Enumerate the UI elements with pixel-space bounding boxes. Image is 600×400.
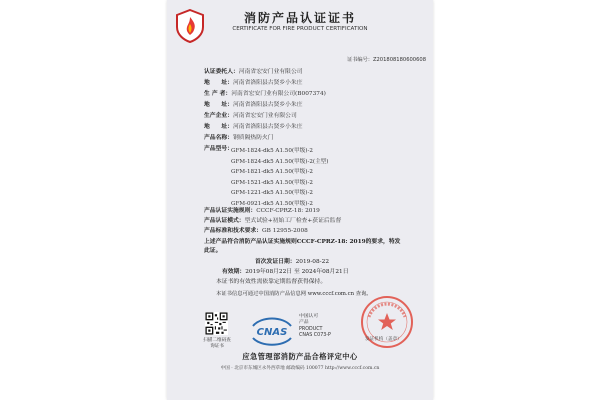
field-label: 地 址：: [204, 124, 233, 130]
field-label: 产品名称：: [204, 135, 233, 141]
statement: [204, 238, 404, 256]
field-value: 河南省宏安门业有限公司: [238, 69, 303, 75]
validity-start: 2019年08月22日: [245, 269, 293, 275]
field-address-1: [204, 80, 303, 87]
field-label: 地 址：: [204, 102, 233, 108]
cnas-logo-icon: [251, 314, 293, 348]
model-item: GFM-1521-dk5 A1.50(甲级)-2: [231, 179, 313, 186]
validity-label: 有效期：: [222, 269, 246, 275]
field-label: 认证委托人：: [204, 69, 239, 75]
certificate-title: 消防产品认证证书: [243, 11, 356, 25]
model-item: GFM-1221-dk5 A1.50(甲级)-2: [231, 190, 313, 197]
certificate-subtitle: CERTIFICATE FOR FIRE PRODUCT CERTIFICATION: [232, 26, 368, 32]
field-rules: [204, 208, 320, 215]
cnas-text-line: CNAS C073-P: [299, 333, 331, 339]
issuer-name: 应急管理部消防产品合格评定中心: [242, 352, 358, 361]
field-value: 河南省洛阳县古贤乡小朱庄: [233, 124, 303, 130]
field-value: 河南省宏安门业有限公司: [233, 113, 297, 119]
model-list: [231, 146, 328, 210]
certificate-number: 证书编号：Z201808180600608: [347, 57, 426, 63]
field-label: 产品认证模式：: [204, 218, 245, 224]
certificate: [167, 0, 433, 400]
model-item: GFM-1824-dk5 A1.50(甲级)-2(主型): [231, 158, 329, 165]
model-item: GFM-0921-dk5 A1.50(甲级)-2: [231, 200, 313, 207]
note-validity: 本证书的有效性需依靠定期监督获得保持。: [216, 279, 327, 285]
validity-mid: 至: [293, 269, 300, 275]
seal-caption: 发证机构（盖章）: [365, 337, 402, 342]
first-issue-label: 首次发证日期：: [255, 259, 296, 265]
field-value: CCCF-CPRZ-18: 2019: [256, 208, 320, 214]
first-issue-date: [255, 256, 329, 265]
field-value: 钢质隔热防火门: [233, 135, 274, 141]
field-address-3: [204, 124, 303, 131]
field-standard: [204, 228, 308, 235]
field-label: 产品认证实施规则：: [204, 208, 257, 214]
models-label-row: [204, 146, 233, 153]
issuer-address: 中国 · 北京市东城区永外西草地 邮政编码 100077 http://www.cccf.com.cn: [220, 366, 380, 371]
field-value: GB 12955-2008: [261, 228, 308, 234]
validity-period: [222, 266, 349, 275]
field-mode: [204, 218, 341, 225]
field-value: 河南省洛阳县古贤乡小朱庄: [233, 80, 303, 86]
model-item: GFM-1824-dk5 A1.50(甲级)-2: [231, 148, 313, 154]
model-item: GFM-1821-dk5 A1.50(甲级)-2: [231, 169, 313, 176]
cnas-text-line: 产品: [299, 320, 309, 326]
cnas-text-line: PRODUCT: [299, 326, 323, 332]
field-label: 地 址：: [204, 80, 233, 86]
field-value: 河南省宏安门业有限公司(B007374): [231, 91, 326, 97]
field-producer: [204, 91, 326, 98]
validity-end: 2024年08月21日: [301, 269, 349, 275]
cnas-text: [299, 314, 331, 340]
cnas-mark: CNAS: [256, 327, 288, 338]
models-label: 产品型号：: [204, 146, 233, 152]
field-entrust: [204, 69, 303, 76]
field-label: 生 产 者：: [204, 91, 232, 97]
note-query: 本证书信息可通过中国消防产品信息网 www.cccf.com.cn 查询。: [216, 291, 372, 297]
field-value: 河南省洛阳县古贤乡小朱庄: [233, 102, 303, 108]
field-value: 型式试验+初始工厂检查+获证后监督: [244, 218, 342, 224]
field-manufacturer: [204, 113, 297, 120]
field-label: 生产企业：: [204, 113, 233, 119]
qr-code-icon: [205, 312, 228, 335]
field-address-2: [204, 102, 303, 109]
field-label: 产品标准和技术要求：: [204, 228, 262, 234]
statement-text: 上述产品符合消防产品认证实施规则CCCF-CPRZ-18: 2019的要求，特发此证。: [204, 239, 401, 254]
cnas-text-line: 中国认可: [299, 314, 319, 319]
field-product-name: [204, 135, 274, 142]
first-issue-value: 2019-08-22: [295, 259, 330, 265]
qr-label: 扫描二维码查询证书: [203, 338, 231, 349]
